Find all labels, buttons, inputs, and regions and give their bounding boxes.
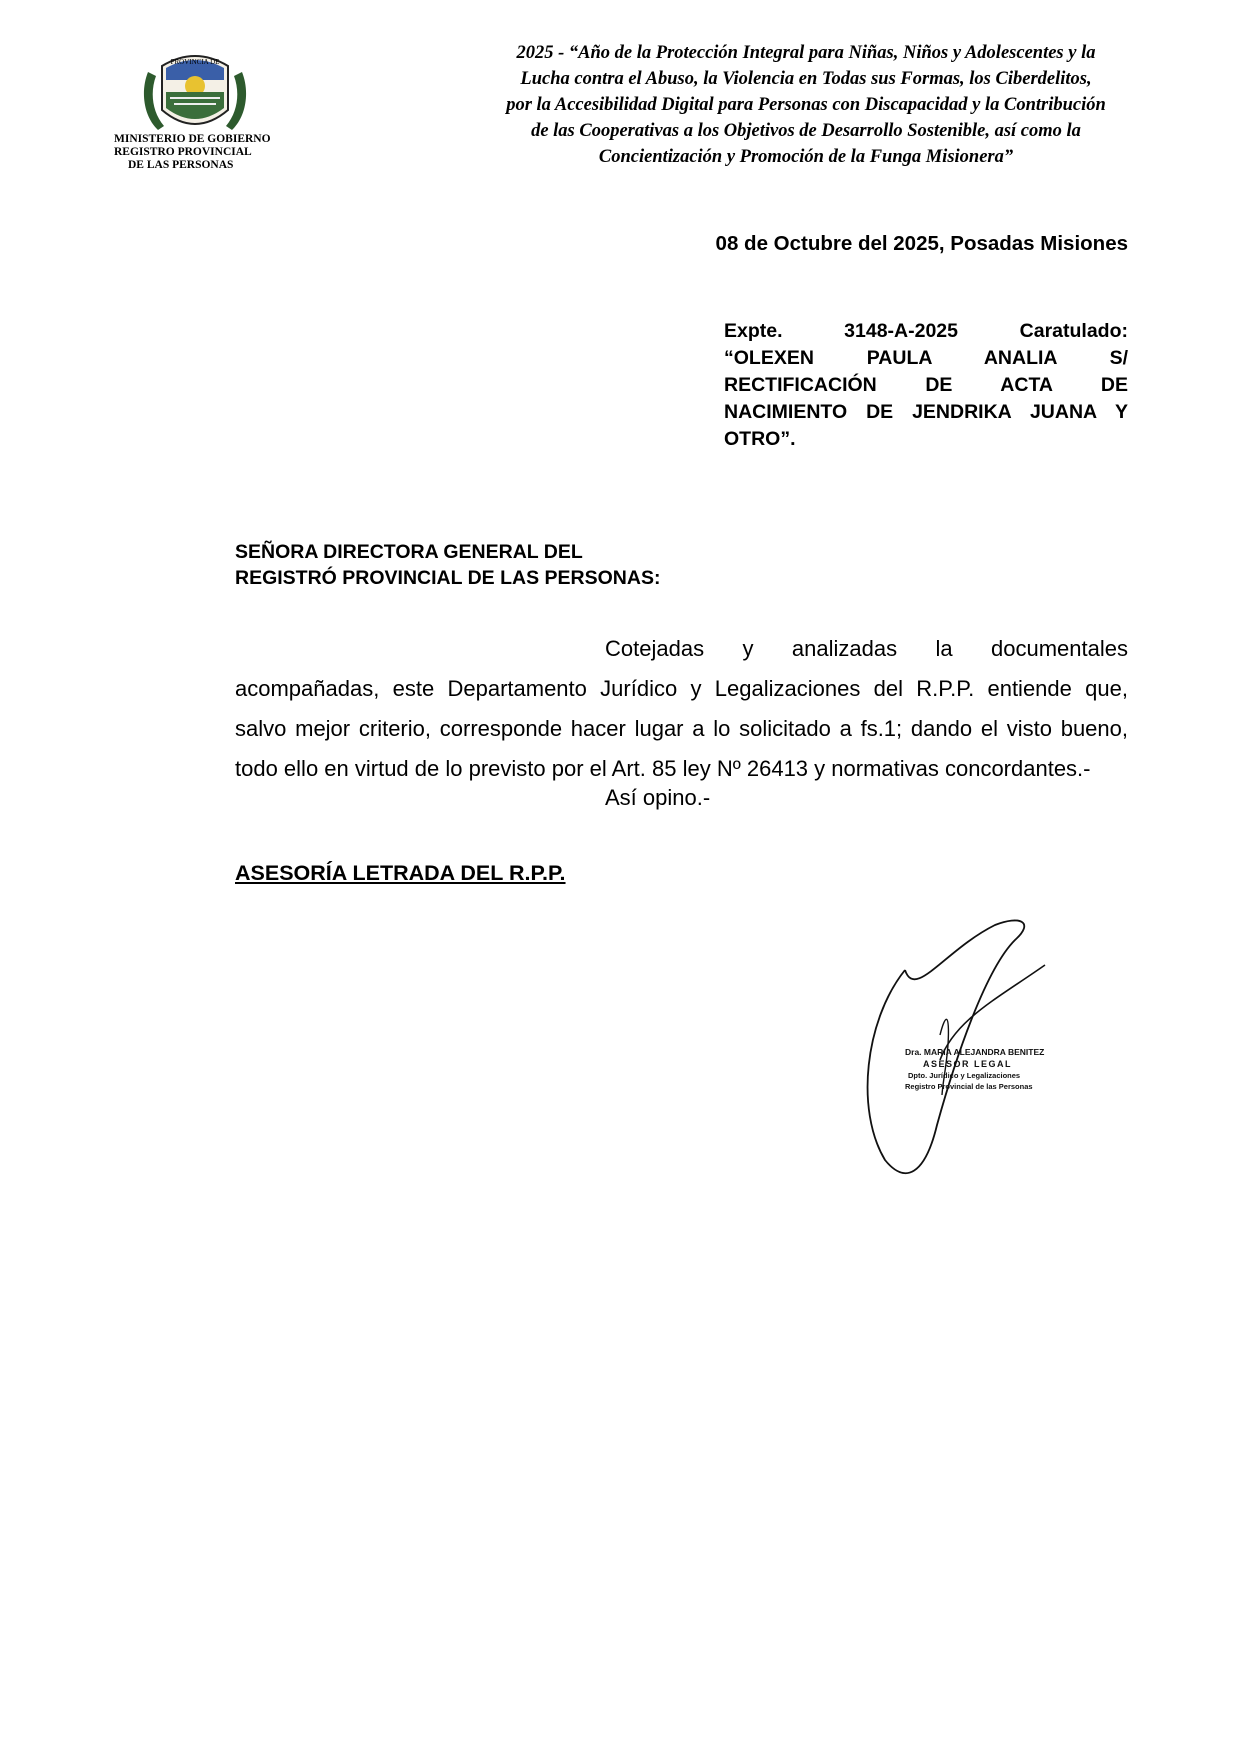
motto-line: Lucha contra el Abuso, la Violencia en Todas sus Formas, los Ciberdelitos, bbox=[520, 69, 1092, 89]
provincial-seal-logo bbox=[140, 52, 250, 136]
closing-opinion: Así opino.- bbox=[605, 785, 711, 810]
stamp-title: ASESOR LEGAL bbox=[923, 1059, 1013, 1069]
document-date: 08 de Octubre del 2025, Posadas Misiones bbox=[715, 232, 1128, 255]
body-line: Cotejadas y analizadas la documentales bbox=[605, 636, 1128, 661]
case-line: “OLEXEN PAULA ANALIA S/ bbox=[724, 347, 1128, 369]
case-line: OTRO”. bbox=[724, 428, 796, 450]
body-line: acompañadas, este Departamento Jurídico y Legalizaciones del R.P.P. entiende que, bbox=[235, 676, 1128, 701]
motto-line: 2025 - “Año de la Protección Integral para Niñas, Niños y Adolescentes y la bbox=[516, 43, 1096, 63]
body-line: salvo mejor criterio, corresponde hacer lugar a lo solicitado a fs.1; dando el visto bueno, bbox=[235, 716, 1128, 741]
stamp-department: Dpto. Jurídico y Legalizaciones bbox=[908, 1071, 1021, 1080]
motto-line: de las Cooperativas a los Objetivos de Desarrollo Sostenible, así como la bbox=[531, 121, 1081, 141]
handwritten-signature-and-stamp bbox=[845, 910, 1065, 1190]
body-line: todo ello en virtud de lo previsto por el Art. 85 ley Nº 26413 y normativas concordantes.- bbox=[235, 756, 1091, 781]
organization-name bbox=[108, 133, 288, 172]
year-motto bbox=[456, 40, 1156, 170]
addressee bbox=[235, 539, 660, 591]
case-line: Expte. 3148-A-2025 Caratulado: bbox=[724, 320, 1128, 342]
case-reference bbox=[724, 318, 1128, 453]
stamp-registry: Registro Provincial de las Personas bbox=[905, 1082, 1033, 1091]
org-line-persons: DE LAS PERSONAS bbox=[128, 159, 234, 171]
org-line-ministry: MINISTERIO DE GOBIERNO bbox=[114, 133, 271, 145]
addressee-line: REGISTRÓ PROVINCIAL DE LAS PERSONAS: bbox=[235, 567, 661, 589]
case-line: RECTIFICACIÓN DE ACTA DE bbox=[724, 374, 1128, 396]
signing-office-heading: ASESORÍA LETRADA DEL R.P.P. bbox=[235, 861, 566, 885]
motto-line: por la Accesibilidad Digital para Personas con Discapacidad y la Contribución bbox=[506, 95, 1106, 115]
org-line-registry: REGISTRO PROVINCIAL bbox=[114, 146, 252, 158]
body-paragraph bbox=[235, 629, 1128, 789]
addressee-line: SEÑORA DIRECTORA GENERAL DEL bbox=[235, 541, 583, 563]
stamp-name: Dra. MARIA ALEJANDRA BENITEZ bbox=[905, 1047, 1045, 1057]
svg-text:PROVINCIA DE: PROVINCIA DE bbox=[170, 58, 220, 66]
motto-line: Concientización y Promoción de la Funga Misionera” bbox=[598, 147, 1014, 167]
case-line: NACIMIENTO DE JENDRIKA JUANA Y bbox=[724, 401, 1128, 423]
